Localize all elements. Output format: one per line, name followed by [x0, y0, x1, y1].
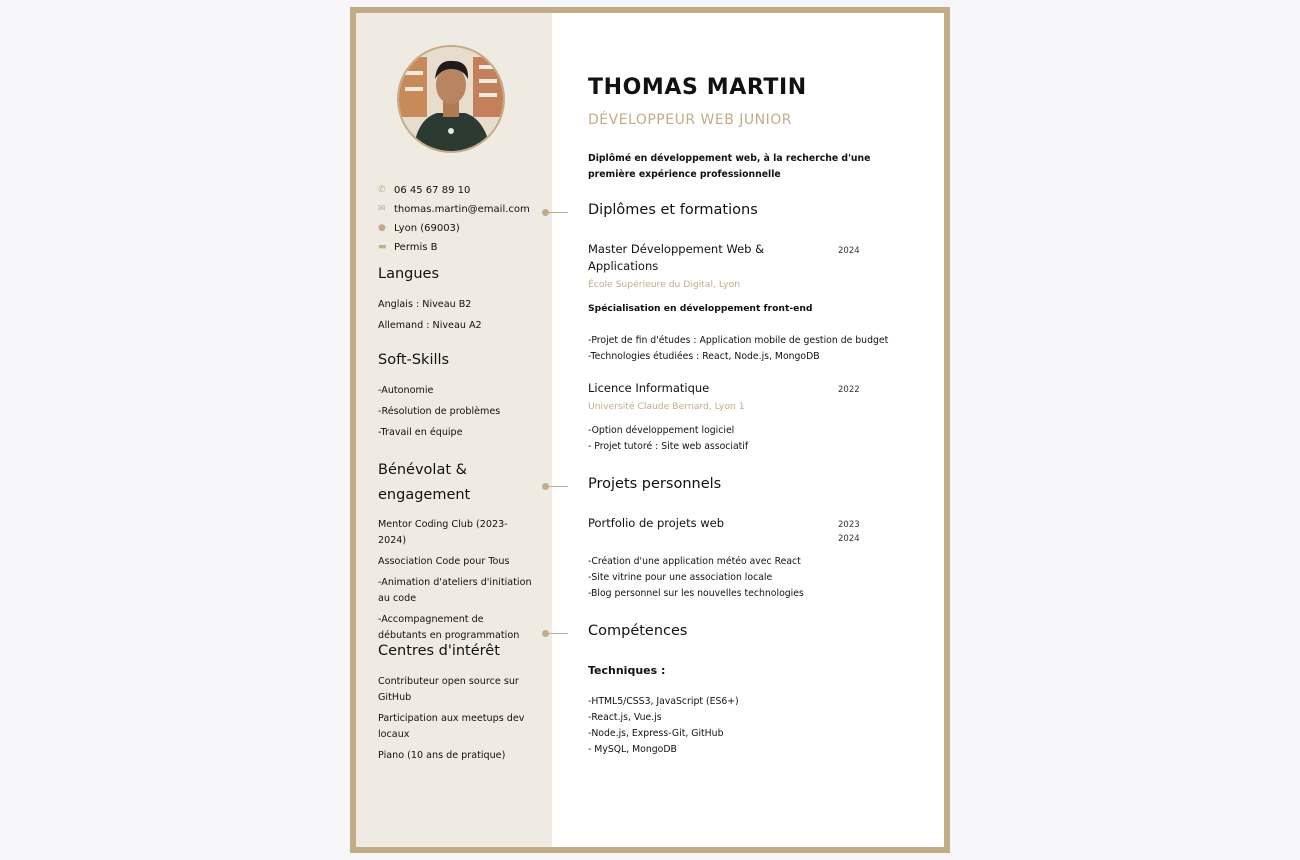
volunteering-item: -Accompagnement de débutants en programmation: [378, 614, 520, 641]
section-connector: [546, 633, 568, 634]
contact-phone: [378, 181, 530, 200]
volunteering-item: -Animation d'ateliers d'initiation au code: [378, 577, 532, 604]
interests-title: Centres d'intérêt: [378, 643, 500, 659]
contact-list: [378, 181, 530, 257]
soft-skills-title: Soft-Skills: [378, 352, 450, 368]
job-title: DÉVELOPPEUR WEB JUNIOR: [588, 112, 792, 128]
volunteering-section: [378, 458, 538, 649]
section-connector: [546, 212, 568, 213]
contact-license: [378, 238, 530, 257]
car-icon: ▬: [378, 242, 387, 252]
interests-section: [378, 643, 538, 769]
project-year-end: 2024: [838, 534, 860, 544]
skill-item: -React.js, Vue.js: [588, 712, 662, 723]
full-name: THOMAS MARTIN: [588, 75, 807, 100]
contact-location: [378, 219, 530, 238]
education-entry-specialization: Spécialisation en développement front-end: [588, 303, 813, 314]
education-entry-title: Master Développement Web & Applications: [588, 242, 765, 273]
bullet-item: -Site vitrine pour une association locale: [588, 572, 773, 583]
license-text: Permis B: [394, 242, 438, 253]
bullet-item: -Création d'une application météo avec React: [588, 556, 801, 567]
language-item: Allemand : Niveau A2: [378, 320, 482, 331]
education-entry-year: 2024: [838, 246, 860, 256]
phone-text: 06 45 67 89 10: [394, 185, 471, 196]
skill-item: - MySQL, MongoDB: [588, 744, 677, 755]
mail-icon: ✉: [378, 204, 386, 214]
education-entry-bullets: [588, 423, 908, 455]
contact-email: [378, 200, 530, 219]
bullet-item: - Projet tutoré : Site web associatif: [588, 441, 749, 452]
bullet-item: -Projet de fin d'études : Application mobile de gestion de budget: [588, 335, 889, 346]
interest-item: Piano (10 ans de pratique): [378, 750, 506, 761]
interest-item: Participation aux meetups dev locaux: [378, 713, 525, 740]
section-connector: [546, 486, 568, 487]
location-pin-icon: ●: [378, 223, 386, 233]
education-entry-title: Licence Informatique: [588, 381, 710, 395]
bullet-item: -Blog personnel sur les nouvelles technologies: [588, 588, 804, 599]
bullet-item: -Option développement logiciel: [588, 425, 735, 436]
languages-title: Langues: [378, 266, 440, 282]
project-entry-year: [838, 518, 860, 546]
project-year-start: 2023: [838, 520, 860, 530]
skills-subtitle: Techniques :: [588, 664, 666, 677]
bullet-item: -Technologies étudiées : React, Node.js, MongoDB: [588, 351, 820, 362]
education-entry-school: École Supérieure du Digital, Lyon: [588, 279, 741, 290]
soft-skill-item: -Résolution de problèmes: [378, 406, 501, 417]
language-item: Anglais : Niveau B2: [378, 299, 472, 310]
volunteering-item: Mentor Coding Club (2023-2024): [378, 519, 508, 546]
volunteering-item: Association Code pour Tous: [378, 556, 510, 567]
soft-skill-item: -Travail en équipe: [378, 427, 463, 438]
education-entry-bullets: [588, 333, 908, 365]
email-text: thomas.martin@email.com: [394, 204, 530, 215]
volunteering-title: Bénévolat & engagement: [378, 462, 471, 503]
skill-item: -HTML5/CSS3, JavaScript (ES6+): [588, 696, 739, 707]
education-entry-school: Université Claude Bernard, Lyon 1: [588, 401, 745, 412]
skills-title: Compétences: [588, 623, 688, 639]
phone-icon: ✆: [378, 185, 386, 195]
cv-page: [350, 7, 950, 853]
languages-section: [378, 266, 538, 339]
education-title: Diplômes et formations: [588, 202, 758, 218]
profile-photo: [397, 45, 505, 153]
skill-item: -Node.js, Express-Git, GitHub: [588, 728, 724, 739]
project-entry-title: Portfolio de projets web: [588, 516, 725, 530]
project-entry-bullets: [588, 554, 908, 602]
sidebar: [356, 13, 552, 847]
soft-skill-item: -Autonomie: [378, 385, 434, 396]
skills-list: [588, 694, 908, 758]
soft-skills-section: [378, 352, 538, 446]
interest-item: Contributeur open source sur GitHub: [378, 676, 519, 703]
profile-summary: Diplômé en développement web, à la recherche d'une première expérience professionnelle: [588, 153, 871, 180]
location-text: Lyon (69003): [394, 223, 460, 234]
education-entry-year: 2022: [838, 385, 860, 395]
projects-title: Projets personnels: [588, 476, 722, 492]
